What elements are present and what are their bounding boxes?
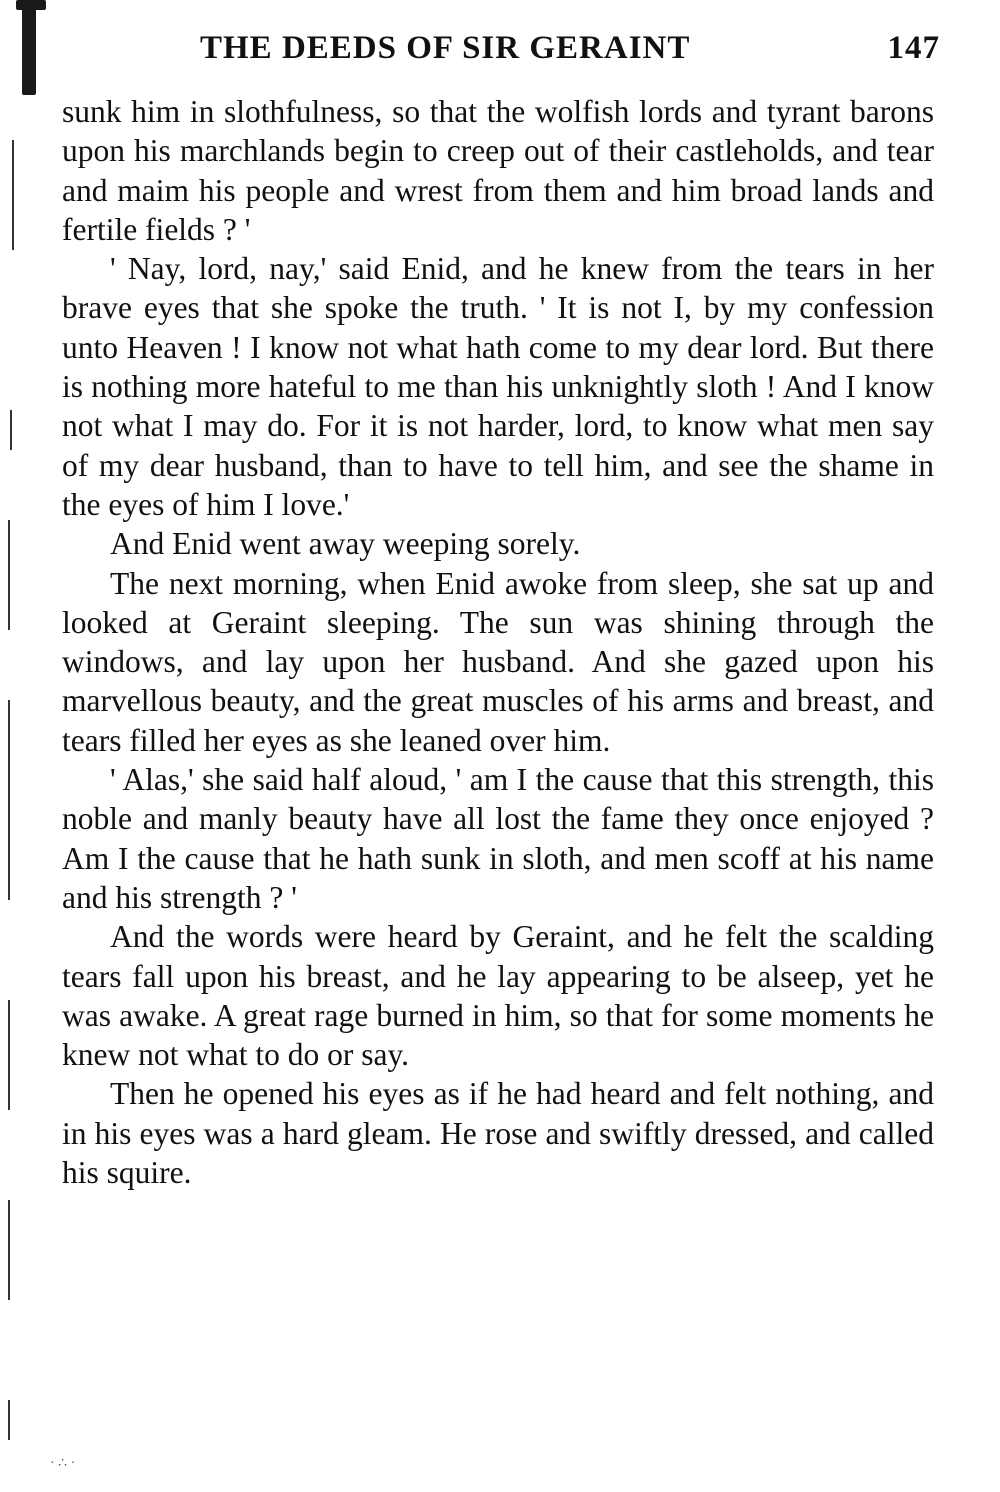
- margin-mark: [12, 140, 14, 250]
- paragraph: And Enid went away weeping sorely.: [110, 526, 581, 562]
- margin-mark: [8, 1200, 10, 1300]
- paragraph: ' Nay, lord, nay,' said Enid, and he knew from the tears in her brave eyes that she spoke the truth. ' It is not I, by my confession unto Heaven ! I know not what hath come to my dear lord. But there is nothing more hateful to me than his unknightly sloth ! And I know not what I may do. For it is not harder, lord, to know what men say of my dear husband, than to have to tell him, and see the shame in the eyes of him I love.': [62, 251, 934, 522]
- chapter-title: THE DEEDS OF SIR GERAINT: [200, 30, 691, 66]
- margin-mark: [8, 520, 10, 630]
- margin-mark: [10, 410, 12, 450]
- scan-specks: · ∴ ·: [50, 1456, 76, 1471]
- body-text: [62, 92, 934, 1192]
- binding-shadow: [22, 0, 36, 95]
- paragraph: sunk him in slothfulness, so that the wolfish lords and tyrant barons upon his marchlands begin to creep out of their castleholds, and tear and maim his people and wrest from them and him broad lands and fertile fields ? ': [62, 94, 934, 247]
- paragraph: Then he opened his eyes as if he had heard and felt nothing, and in his eyes was a hard gleam. He rose and swiftly dressed, and called his squire.: [62, 1076, 934, 1191]
- paragraph: ' Alas,' she said half aloud, ' am I the cause that this strength, this noble and manly beauty have all lost the fame they once enjoyed ? Am I the cause that he hath sunk in sloth, and men scoff at his name and his strength ? ': [62, 762, 934, 915]
- margin-mark: [8, 1000, 10, 1110]
- paragraph: And the words were heard by Geraint, and he felt the scalding tears fall upon his breast, and he lay appearing to be alseep, yet he was awake. A great rage burned in him, so that for some moments he knew not what to do or say.: [62, 919, 934, 1073]
- margin-mark: [8, 1400, 10, 1440]
- page-number: 147: [887, 30, 940, 66]
- margin-mark: [8, 700, 10, 900]
- running-head: [200, 30, 940, 74]
- paragraph: The next morning, when Enid awoke from sleep, she sat up and looked at Geraint sleeping. The sun was shining through the windows, and lay upon her husband. And she gazed upon his marvellous beauty, and the great muscles of his arms and breast, and tears filled her eyes as she leaned over him.: [62, 565, 934, 758]
